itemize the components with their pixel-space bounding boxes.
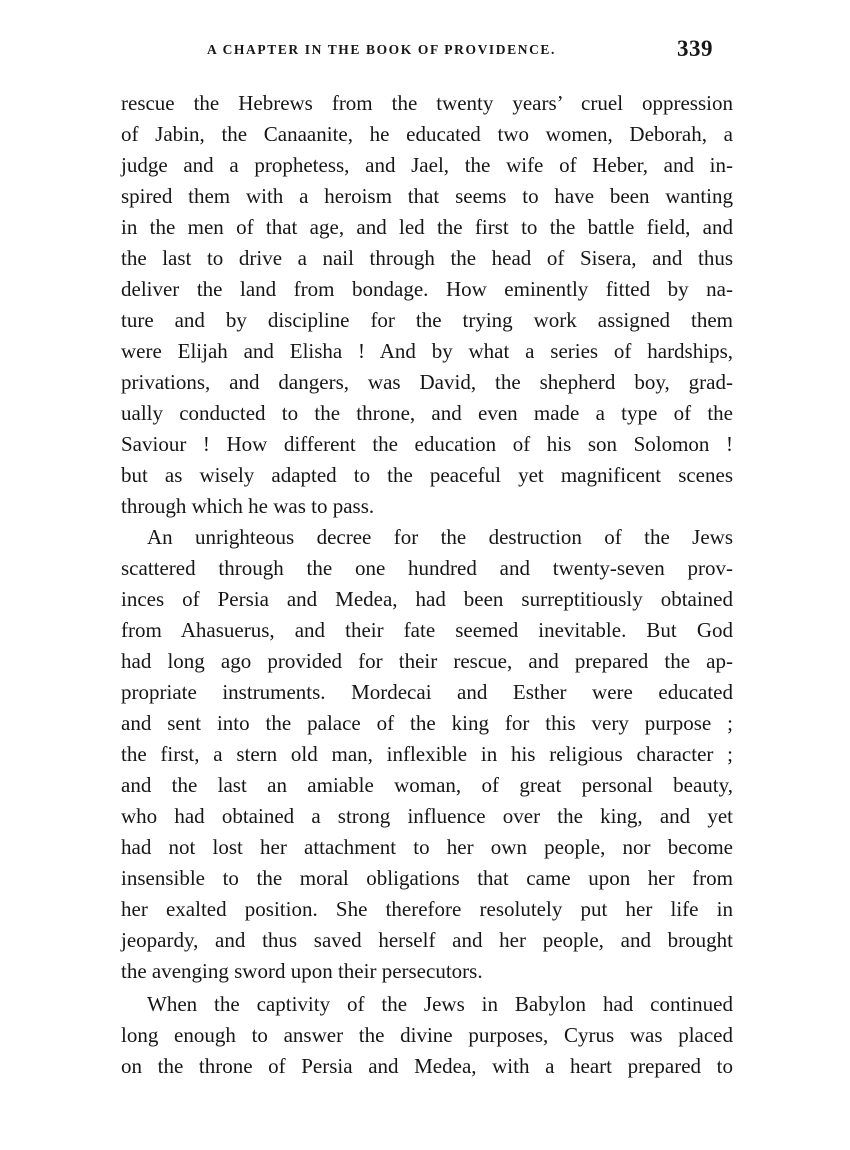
text-line: An unrighteous decree for the destruction of the Jews [147,525,733,549]
text-line: When the captivity of the Jews in Babylon had continued [147,992,733,1016]
text-line: had long ago provided for their rescue, and prepared the ap- [121,649,733,673]
text-line: long enough to answer the divine purposes, Cyrus was placed [121,1023,733,1047]
text-line: and sent into the palace of the king for this very purpose ; [121,711,733,735]
paragraph-3 [121,989,733,1082]
text-line: jeopardy, and thus saved herself and her people, and brought [121,928,733,952]
paragraph-2 [121,522,733,987]
text-line: were Elijah and Elisha ! And by what a series of hardships, [121,339,733,363]
text-line: who had obtained a strong influence over the king, and yet [121,804,733,828]
text-line: Saviour ! How different the education of his son Solomon ! [121,432,733,456]
text-line: the first, a stern old man, inflexible in his religious character ; [121,742,733,766]
text-line: spired them with a heroism that seems to have been wanting [121,184,733,208]
text-line: deliver the land from bondage. How eminently fitted by na- [121,277,733,301]
text-line: in the men of that age, and led the first to the battle field, and [121,215,733,239]
text-line: inces of Persia and Medea, had been surreptitiously obtained [121,587,733,611]
text-line: insensible to the moral obligations that came upon her from [121,866,733,890]
text-line: ture and by discipline for the trying work assigned them [121,308,733,332]
text-line: privations, and dangers, was David, the shepherd boy, grad- [121,370,733,394]
paragraph-1 [121,88,733,522]
page-number: 339 [677,36,713,61]
running-head [0,36,850,66]
text-line: from Ahasuerus, and their fate seemed inevitable. But God [121,618,733,642]
text-line: the last to drive a nail through the head of Sisera, and thus [121,246,733,270]
text-line: ually conducted to the throne, and even made a type of the [121,401,733,425]
text-line: of Jabin, the Canaanite, he educated two women, Deborah, a [121,122,733,146]
text-line: rescue the Hebrews from the twenty years’ cruel oppression [121,91,733,115]
running-title: A CHAPTER IN THE BOOK OF PROVIDENCE. [207,42,557,57]
text-line: and the last an amiable woman, of great personal beauty, [121,773,733,797]
text-line: judge and a prophetess, and Jael, the wife of Heber, and in- [121,153,733,177]
body-text [121,88,733,1082]
text-line: the avenging sword upon their persecutors. [121,959,483,983]
text-line: propriate instruments. Mordecai and Esther were educated [121,680,733,704]
text-line: had not lost her attachment to her own people, nor become [121,835,733,859]
text-line: through which he was to pass. [121,494,375,518]
text-line: scattered through the one hundred and twenty-seven prov- [121,556,733,580]
text-line: her exalted position. She therefore resolutely put her life in [121,897,733,921]
text-line: but as wisely adapted to the peaceful yet magnificent scenes [121,463,733,487]
text-line: on the throne of Persia and Medea, with a heart prepared to [121,1054,733,1078]
